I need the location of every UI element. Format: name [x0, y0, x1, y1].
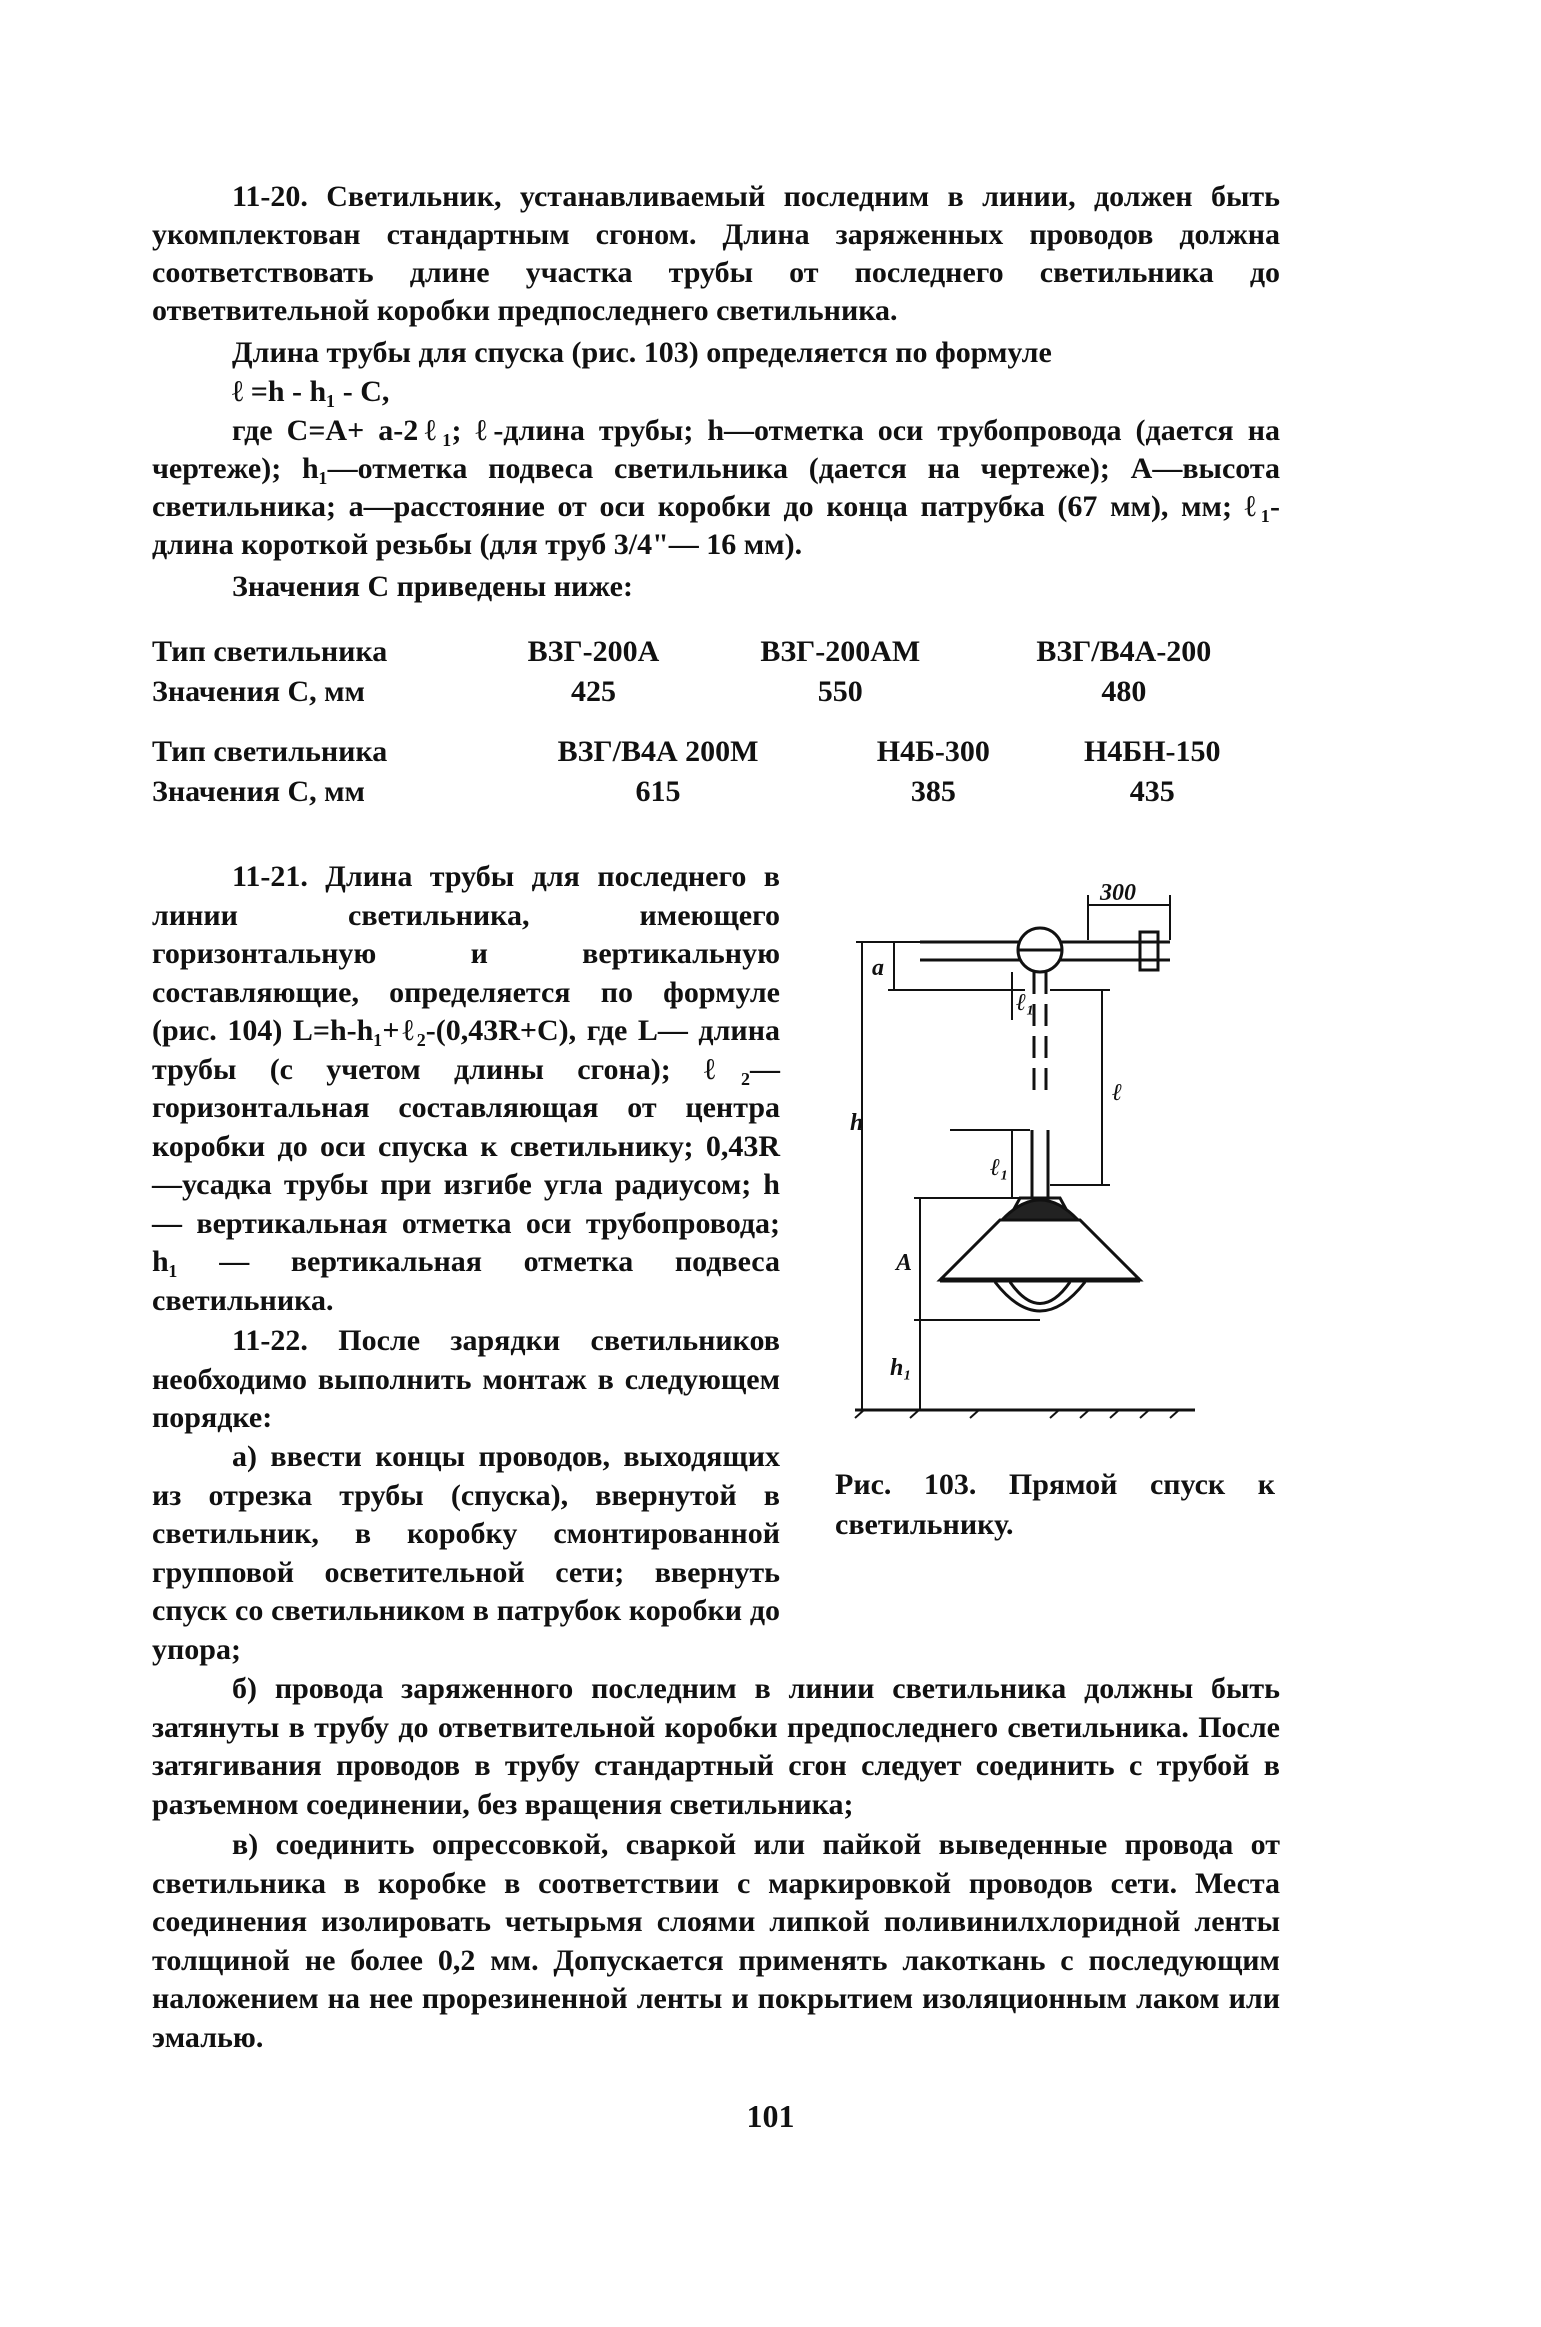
paragraph-11-20 [152, 178, 1280, 330]
table-cell: ВЗГ/В4А 200М [557, 735, 759, 768]
list-item-a: а) ввести концы проводов, выходящих из отрезка трубы (спуска), ввернутой в светильник, в коробку смонтированной групповой осветительной сети; ввернуть спуск со светильником в патрубок коробки до упора; [152, 1440, 780, 1666]
section-number-11-21: 11-21. [232, 860, 308, 893]
paragraph-11-22 [152, 1322, 780, 1438]
table-row [152, 632, 1272, 672]
dim-l2-label: ℓ₁ [1016, 990, 1035, 1016]
table-cell: 550 [817, 675, 863, 708]
dim-a-label: a [872, 955, 884, 981]
lamp-globe-inner [1010, 1282, 1070, 1304]
dim-h-label: h [850, 1110, 864, 1136]
paragraph-11-21 [152, 858, 780, 1320]
dim-A-label: A [896, 1250, 913, 1276]
lamp-globe [995, 1282, 1085, 1311]
paragraph-11-20-text: Светильник, устанавливаемый последним в линии, должен быть укомплектован стандартным сгоном. Длина заряженных проводов должна соответствовать длине участка трубы от последнего светильника до ответвительной коробки предпоследнего светильника. [152, 180, 1280, 327]
formula: ℓ =h - h₁ - C, [232, 375, 390, 408]
table-cell: ВЗГ-200АМ [760, 635, 921, 668]
table-cell: ВЗГ/В4А-200 [1036, 635, 1212, 668]
paragraph-11-22-text: После зарядки светильников необходимо выполнить монтаж в следующем порядке: [152, 1324, 780, 1434]
table-cell: 480 [1101, 675, 1147, 708]
table-cell-label: Тип светильника [152, 735, 388, 768]
table-cell: Н4БН-150 [1084, 735, 1221, 768]
page-number: 101 [746, 2098, 795, 2134]
lamp-shade [940, 1220, 1140, 1280]
figure-103-drawing [850, 880, 1270, 1440]
table-cell-label: Значения C, мм [152, 675, 365, 708]
formula-intro: Длина трубы для спуска (рис. 103) определяется по формуле [232, 336, 1052, 369]
table-cell-label: Значения C, мм [152, 775, 365, 808]
table-cell: 425 [570, 675, 616, 708]
list-item-b: б) провода заряженного последним в линии светильника должны быть затянуты в трубу до ответвительной коробки предпоследнего светильника. После затягивания проводов в трубу стандартный сгон следует соединить с трубой в разъемном соединении, без вращения светильника; [152, 1672, 1280, 1821]
paragraph-11-21-text: Длина трубы для последнего в линии светильника, имеющего горизонтальную и вертикальную составляющие, определяется по формуле (рис. 104) L=h-h₁+ℓ₂-(0,43R+C), где L— длина трубы (с учетом длины сгона); ℓ₂—горизонтальная составляющая от центра коробки до оси спуска к светильнику; 0,43R—усадка трубы при изгибе угла радиусом; h— вертикальная отметка оси трубопровода; h₁ — вертикальная отметка подвеса светильника. [152, 860, 780, 1317]
pipe-coupling [1140, 932, 1158, 970]
lamp-cap [1002, 1200, 1078, 1220]
table-cell-label: Тип светильника [152, 635, 388, 668]
figure-103-caption: Рис. 103. Прямой спуск к светильнику. [835, 1468, 1275, 1541]
table-cell: Н4Б-300 [876, 735, 990, 768]
table-cell: ВЗГ-200А [527, 635, 660, 668]
table-row [152, 672, 1272, 712]
table-cell: 615 [635, 775, 681, 808]
dim-l-label: ℓ [1112, 1080, 1123, 1106]
table-row [152, 772, 1272, 812]
dim-h1-label: h₁ [890, 1355, 912, 1381]
values-intro: Значения C приведены ниже: [232, 570, 633, 603]
section-number-11-20: 11-20. [232, 180, 308, 213]
values-table-1 [152, 632, 1272, 712]
section-number-11-22: 11-22. [232, 1324, 308, 1357]
table-cell: 385 [910, 775, 956, 808]
where-paragraph: где C=A+ a-2ℓ₁; ℓ-длина трубы; h—отметка оси трубопровода (дается на чертеже); h₁—отметка подвеса светильника (дается на чертеже); A—высота светильника; а—расстояние от оси коробки до конца патрубка (67 мм), мм; ℓ₁-длина короткой резьбы (для труб 3/4"— 16 мм). [152, 414, 1280, 561]
dim-l1-label: ℓ₁ [990, 1155, 1009, 1181]
values-table-2 [152, 732, 1272, 812]
table-cell: 435 [1129, 775, 1175, 808]
dim-300-label: 300 [1100, 880, 1136, 906]
list-item-c: в) соединить опрессовкой, сваркой или пайкой выведенные провода от светильника в коробке в соответствии с маркировкой проводов сети. Места соединения изолировать четырьмя слоями липкой поливинилхлоридной ленты толщиной не более 0,2 мм. Допускается применять лакоткань с последующим наложением на нее прорезиненной ленты и покрытием изоляционным лаком или эмалью. [152, 1828, 1280, 2054]
table-row [152, 732, 1272, 772]
